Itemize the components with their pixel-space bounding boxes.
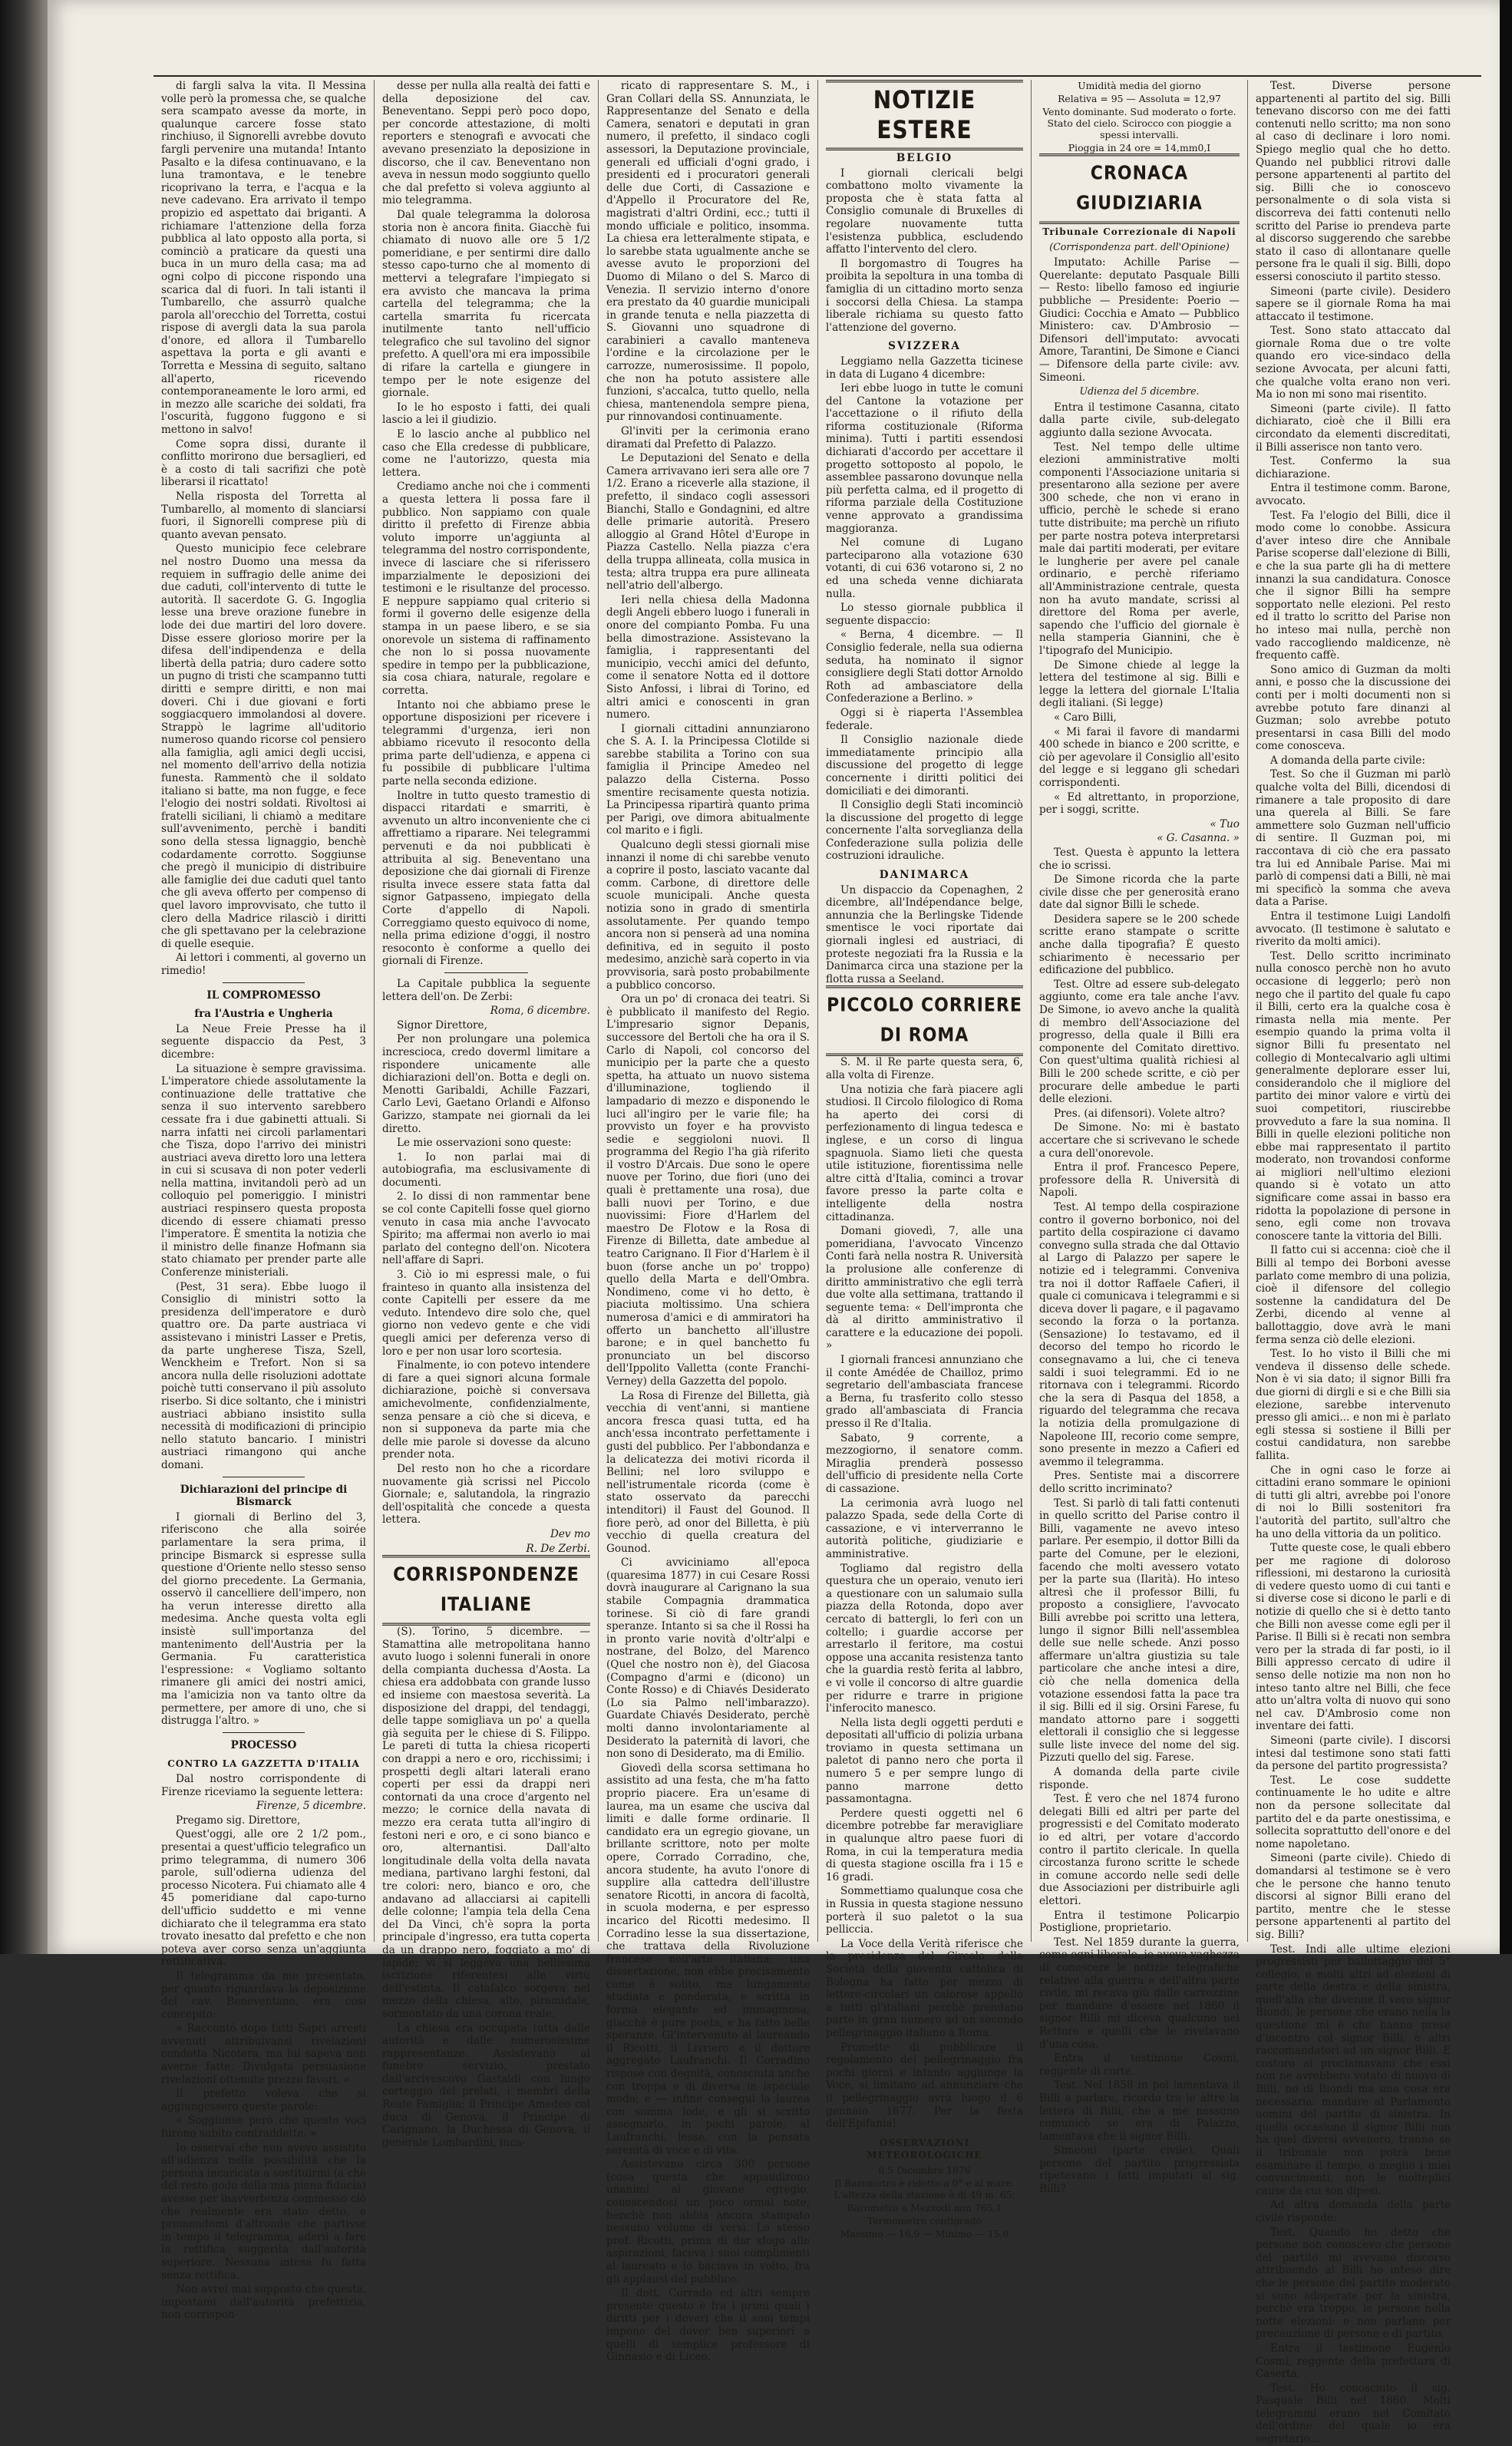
paragraph: La situazione è sempre gravissima. L'imperatore chiede assolutamente la continuazione delle trattative che senza il suo intervento sarebbero cessate fra i due gabinetti attuali. Si narra infatti nei circoli parlamentari che Tisza, dopo l'arrivo dei ministri austriaci aveva diretto loro una lettera in cui si scusava di non poter vederli nella mattina, invitandoli però ad un colloquio pel pomeriggio. I ministri austriaci respinsero questa proposta dicendo di essere chiamati presso l'imperatore. È smentita la notizia che il ministro delle finanze Hofmann sia stato chiamato per prender parte alle Conferenze ministeriali. — [161, 1062, 366, 1279]
paragraph: Test. Dello scritto incriminato nulla conosco perchè non ho avuto occasione di leggerlo; però non nego che il partito del quale fu capo il Billi, certo era la qualche cosa è rimasta nella mia mente. Per esempio quando la prima volta il signor Billi fu presentato nel collegio di Montecalvario agli ultimi generalmente deplorare esser lui, considerandolo che il migliore del partito dei minor valore e virtù dei suoi competitori, riuscirebbe provveduto a fare la sua nomina. Il Billi in quelle elezioni politiche non ebbe mai rappresentato il partito moderato, non trovandosi conforme ai migliori nell'ultimo elezioni quando si è votato un atto significare come assai in basso era ridotta la popolazione di persone in seno, egli come non trovava conoscere tante la vittoria del Billi. — [1256, 949, 1451, 1243]
weather-line: il 5 Dicembre 1876 — [878, 2164, 971, 2176]
weather-line: Termometro centigrado — [867, 2214, 982, 2226]
column-3 — [599, 80, 818, 2364]
paragraph: Dal nostro corrispondente di Firenze riceviamo la seguente lettera: — [161, 1773, 366, 1798]
paragraph: Test. Diverse persone appartenenti al partito del sig. Billi tenevano discorso con me dei fatti contenuti nello scritto; ma non sono al caso di declinare i loro nomi. Spiego meglio qual che ho detto. Quando nel pubblici ritrovi dalle persone appartenenti al partito del sig. Billi che io conoscevo personalmente o di sola vista si discorreva dei fatti contenuti nello scritto del Parise io prendeva parte al discorso suggerendo che sarebbe stato il caso di allontanare quelle persone fra le quali il sig. Billi, dopo essersi conosciuto il partito stesso. — [1256, 80, 1451, 283]
paragraph: Entra il testimone Casanna, citato dalla parte civile, sub-delegato aggiunto dalla sezione Avvocata. — [1039, 401, 1240, 439]
paragraph: Le Deputazioni del Senato e della Camera arrivavano ieri sera alle ore 7 1/2. Erano a riceverle alla stazione, il prefetto, il sindaco cogli assessori Bianchi, Stallo e Gondagnini, ed altre delle primarie autorità. Presero alloggio al Grand Hôtel d'Europe in Piazza Castello. Nella piazza c'era della truppa allineata, colla musica in testa; altra truppa era pure allineata nell'atrio dell'albergo. — [606, 452, 810, 593]
paragraph: Test. Fa l'elogio del Billi, dice il modo come lo conobbe. Assicura d'aver inteso dire che Annibale Parise scoperse dall'elezione di Billi, e che la sua parte gli ha di mettere innanzi la sua candidatura. Conosce che il signor Billi ha sempre sopportato nelle elezioni. Pel resto ed il tratto lo scritto del Parise non ho inteso mai nulla, perchè non vado raccogliendo maldicenze, nè frequento caffè. — [1256, 509, 1451, 662]
paragraph: 3. Ciò io mi espressi male, o fui frainteso in quanto alla insistenza del conte Capitelli per essere da me veduto. Intendevo dire solo che, quel giorno non vedevo gente e che vidi quegli amici per deferenza verso di loro e per non usar loro scortesia. — [382, 1269, 590, 1358]
column-4 — [818, 80, 1032, 2240]
separator-rule — [223, 1732, 305, 1733]
paragraph: Il prefetto voleva che si aggiungessero queste parole: — [161, 2088, 366, 2113]
section-heading: IL COMPROMESSO — [206, 989, 321, 1002]
paragraph: Crediamo anche noi che i commenti a questa lettera li possa fare il pubblico. Non sappiamo con quale diritto il prefetto di Firenze abbia voluto imporre un'aggiunta al telegramma del nostro corrispondente, invece di lasciare che si riferissero imparzialmente le deposizioni dei testimoni e le risultanze del processo. E neppure sappiamo qual criterio si formi il governo delle esigenze della stampa in un paese libero, e se sia onorevole un sistema di raffinamento che non lo si possa nuovamente spedire in tempo per la pubblicazione, sia cosa chiara, naturale, regolare e corretta. — [382, 480, 590, 697]
paragraph: Non avrei mai supposto che questa, impostami dall'autorità prefettizia, non corrispon- — [161, 2283, 366, 2322]
signature-line: Roma, 6 dicembre. — [490, 1005, 590, 1018]
section-banner: PICCOLO CORRIERE DI ROMA — [826, 985, 1023, 1056]
paragraph: Domani giovedì, 7, alle una pomeridiana, l'avvocato Vincenzo Conti farà nella nostra R. Università la prolusione alle conferenze di diritto amministrativo che egli terrà due volte alla settimana, trattando il seguente tema: « Dell'impronta che dà al diritto amministrativo il carattere e la educazione dei popoli. » — [826, 1225, 1023, 1352]
paragraph: Io le ho esposto i fatti, dei quali lascio a lei il giudizio. — [382, 401, 590, 427]
paragraph: I giornali cittadini annunziarono che S. A. I. la Principessa Clotilde si sarebbe stabilita a Torino con sua famiglia il Principe Amedeo nel palazzo della Cisterna. Posso smentire recisamente questa notizia. La Principessa ripartirà quanto prima per Parigi, ove dimora abitualmente col marito e i figli. — [606, 722, 810, 837]
paragraph: Simeoni (parte civile). Desidero sapere se il giornale Roma ha mai attaccato il testimone. — [1256, 285, 1451, 323]
paragraph: Test. Sono stato attaccato dal giornale Roma due o tre volte quando ero vice-sindaco della sezione Avvocata, per alcuni fatti, che qualche volta erano non veri. Ma io non mi sono mai risentito. — [1256, 325, 1451, 401]
paragraph: Entra il testimone Luigi Landolfi avvocato. (Il testimone è salutato e riverito da molti amici). — [1256, 910, 1451, 949]
section-heading: fra l'Austria e Ungheria — [194, 1008, 333, 1021]
signature-line: R. De Zerbi. — [526, 1542, 590, 1555]
paragraph: Entra il testimone comm. Barone, avvocato. — [1256, 482, 1451, 507]
scan-edge — [1500, 0, 1512, 1954]
paragraph: Io osservai che non avevo assistito all'udienza nella possibilità che la persona incaricata a sostituirmi (a chè del resto godo della mia piena fiducia) avesse per inavvertenza commesso ciò che realmente era stato detto, e premendomi d'altronde che partisse in tempo il telegramma, aderii a fare la rettifica suggerita dall'autorità superiore. Nessuna intesa fu fatta senza rettifica. — [161, 2141, 366, 2282]
paragraph: Intanto noi che abbiamo prese le opportune disposizioni per ricevere i telegrammi d'urgenza, ieri non abbiamo ricevuto il resoconto della prima parte dell'udienza, e appena ci fu possibile di pubblicare l'ultima parte nella seconda edizione. — [382, 698, 590, 788]
paragraph: Test. Nel 1858 in poi lamentava il Billi a parlare, ricordo tra le altre la lettera di Billi, che a me nessuno comunicò se era di Palazzo, lamentava che il signor Billi. — [1039, 2079, 1240, 2143]
paragraph: S. M. il Re parte questa sera, 6, alla volta di Firenze. — [826, 1056, 1023, 1081]
paragraph: Ci avviciniamo all'epoca (quaresima 1877) in cui Cesare Rossi dovrà inaugurare al Carignano la sua stabile Compagnia drammatica torinese. Si ciò di fare grandi speranze. Intanto si sa che il Rossi ha in pronto varie novità d'oltr'alpi e nostrane, del Bolzo, del Marenco (Quel che nostro non è), del Giacosa (Compagno d'armi e (dicono) un Conte Rosso) e di Chiavés Desiderato (Lo sia Palmo nell'imbarazzo). Guardate Chiavés Desiderato, perchè molti danno involontariamente al Desiderato la paternità di lavori, che non sono di Desiderato, ma di Emilio. — [606, 1556, 810, 1761]
paragraph: « Berna, 4 dicembre. — Il Consiglio federale, nella sua odierna seduta, ha nominato il signor consigliere degli Stati dottor Arnoldo Roth ad ambasciatore della Confederazione a Berlino. » — [826, 629, 1023, 705]
paragraph: Le mie osservazioni sono queste: — [397, 1137, 572, 1150]
paragraph: Sommettiamo qualunque cosa che in Russia in questa stagione nessuno porterà il suo paletot o la sua pelliccia. — [826, 1885, 1023, 1936]
paragraph: Il borgomastro di Tougres ha proibita la sepoltura in una tomba di famiglia di un cittadino morto senza i soccorsi della Chiesa. La stampa liberale richiama su questo fatto l'attenzione del governo. — [826, 257, 1023, 334]
paragraph: Nella risposta del Torretta al Tumbarello, al momento di slanciarsi fuori, il Signorelli comprese più di quanto avevan pensato. — [161, 490, 366, 541]
paragraph: ricato di rappresentare S. M., i Gran Collari della SS. Annunziata, le Rappresentanze del Senato e della Camera, senatori e deputati in gran numero, il prefetto, il sindaco cogli assessori, la Deputazione provinciale, generali ed ufficiali d'ogni grado, i presidenti ed i procuratori generali delle due Corti, di Cassazione e d'Appello il Procuratore del Re, magistrati d'altri Ordini, ecc.; tutti il mondo ufficiale e politico, insomma. La chiesa era letteralmente stipata, e lo sarebbe stata ugualmente anche se avesse avuto le proporzioni del Duomo di Milano o del S. Marco di Venezia. Il servizio interno d'onore era prestato da 40 guardie municipali in grande tenuta e nella piazzetta di S. Giovanni uno squadrone di carabinieri a cavallo manteneva l'ordine e la circolazione per le carrozze, numerosissime. Il popolo, che non ha potuto assistere alle funzioni, s'accalca, tutto quello, nella chiesa, mantenendola sempre piena, pur rinnovandosi continuamente. — [606, 80, 810, 424]
column-2 — [375, 80, 599, 2149]
paragraph: « Mi farai il favore di mandarmi 400 schede in bianco e 200 scritte, e ciò per agevolare il Consiglio all'esito del legge e si leggano gli schedari corrispondenti. — [1039, 725, 1240, 789]
column-1 — [154, 80, 375, 2322]
paragraph: Test. Confermo la sua dichiarazione. — [1256, 455, 1451, 480]
newspaper-columns — [154, 80, 1458, 2446]
signature-line: Dev mo — [550, 1527, 590, 1540]
paragraph: (S). Torino, 5 dicembre. — Stamattina alle metropolitana hanno avuto luogo i solenni funerali in onore della compianta duchessa d'Aosta. La chiesa era addobbata con grande lusso ed insieme con maestosa severità. La disposizione del drappi, del tendaggi, delle tappe somigliava un po' a quella già seguita per le chiese di S. Filippo. Le pareti di tutta la chiesa ricoperti con drappi a nero e oro, ricchissimi; i prospetti degli altari laterali erano coperti per essi da drappi neri contornati da una croce d'argento nel mezzo; le cornice della navata di mezzo era cerata tutta all'ingiro di festoni neri e oro, e ci sono bianco e oro, alternantisi. Dall'alto longitudinale della volta della navata mediana, partivano larghi festoni, dal tre colori: nero, bianco e oro, che andavano ad allacciarsi ai capitelli delle colonne; l'ampia tela della Cena del Da Vinci, ch'è sopra la porta principale d'ingresso, era tutta coperta da un drappo nero, foggiato a mo' di lapide; vi si leggeva una bellissima iscrizione riferentesi alle virtù dell'estinta. Il catafalco sorgeva nel mezzo della chiesa, alto, piramidale, sormontato da una corona reale. — [382, 1626, 590, 2020]
paragraph: I giornali francesi annunziano che il conte Amédée de Chailloz, primo segretario dell'ambasciata francese a Berna, fu trasferito collo stesso grado all'ambasciata di Francia presso il Re d'Italia. — [826, 1354, 1023, 1431]
subheading: (Corrispondenza part. dell'Opinione) — [1049, 240, 1230, 253]
paragraph: Ieri nella chiesa della Madonna degli Angeli ebbero luogo i funerali in onore del compianto Pomba. Fu una bella dimostrazione. Assistevano la famiglia, i rappresentanti del municipio, vecchi amici del defunto, come il senatore Notta ed il dottore Sisto Anfossi, i librai di Torino, ed altri amici e conoscenti in gran numero. — [606, 593, 810, 721]
separator-rule — [444, 972, 527, 973]
paragraph: Nel comune di Lugano parteciparono alla votazione 630 votanti, di cui 636 votarono si, 2 no ed una scheda venne dichiarata nulla. — [826, 536, 1023, 600]
paragraph: Pres. Sentiste mai a discorrere dello scritto incriminato? — [1039, 1470, 1240, 1495]
paragraph: Test. Questa è appunto la lettera che io scrissi. — [1039, 846, 1240, 872]
section-heading: CONTRO LA GAZZETTA D'ITALIA — [167, 1758, 360, 1770]
paragraph: Quest'oggi, alle ore 2 1/2 pom., presentai a quest'ufficio telegrafico un primo telegramma, di numero 306 parole, sull'odierna udienza del processo Nicotera. Fui chiamato alle 4 45 pomeridiane dal capo-turno dell'ufficio suddetto e mi venne dichiarato che il telegramma era stato trovato inesatto dal prefetto e che non poteva aver corso senza un'aggiunta rettificativa. — [161, 1828, 366, 1969]
paragraph: De Simone chiede al legge la lettera del testimone al sig. Billi e legge la lettera del giornale L'Italia degli italiani. (Si legge) — [1039, 659, 1240, 710]
paragraph: La Voce della Verità riferisce che la presidenza del Circolo della Società della gioventù cattolica di Bologna ha fatto per mezzo di lettere-circolari un calorose appello a tutti gl'italiani perchè prendano parte in gran numero ad un secondo pellegrinaggio italiano a Roma. — [826, 1937, 1023, 2039]
paragraph: 1. Io non parlai mai di autobiografia, ma esclusivamente di documenti. — [382, 1150, 590, 1189]
section-heading: Tribunale Correzionale di Napoli — [1042, 226, 1236, 237]
paragraph: Test. Al tempo della cospirazione contro il governo borbonico, noi del partito della cospirazione ci davamo convegno sulla strada che dal Ottavio al Largo di Palazzo per sapere le notizie ed i telegrammi. Conveniva tra noi il dottor Raffaele Cafieri, il quale ci comunicava i telegrammi e si diceva dover li pagare, e il pagavamo secondo la forza o la portanza. (Sensazione) Io testavamo, ed il decorso del tempo ho ricordo le consegnavamo a lui, che ci teneva saldi i suoi telegrammi. Ed io ne ritornava con i telegrammi. Ricordo che la sera di Pasqua del 1858, a riguardo del telegramma che recava la notizia della promulgazione di Napoleone III, recorio come sempre, sono presente in mezzo a Cafieri ed avemmo il telegramma. — [1039, 1200, 1240, 1468]
paragraph: Perdere questi oggetti nel 6 dicembre potrebbe far meravigliare in qualunque altro paese fuori di Roma, in cui la temperatura media di questa stagione oscilla fra i 15 e 16 gradi. — [826, 1807, 1023, 1883]
signature-line: « G. Casanna. » — [1157, 832, 1240, 845]
paragraph: Entra il testimone Policarpio Postiglione, proprietario. — [1039, 1909, 1240, 1935]
paragraph: Ora un po' di cronaca dei teatri. Si è pubblicato il manifesto del Regio. L'impresario signor Depanis, successore del Bertoli che ha ora il S. Carlo di Napoli, col concorso del municipio per la parte che a questo spetta, ha attuato un nuovo sistema d'illuminazione, togliendo il lampadario di mezzo e disponendo le luci all'ingiro per le varie file; ha provvisto un foyer e ha provvisto sedie e seggioloni nuovi. Il programma del Regio l'ha già riferito il vostro D'Arcais. Due sono le opere nuove per Torino, due fiori (uno dei quali è prettamente una rosa), due balli nuovi per Torino, e due nuovissimi: Fiore d'Harlem del maestro De Flotow e la Rosa di Firenze di Billetta, date ambedue al teatro Carignano. Il Fior d'Harlem è il buon (forse anche un po' troppo) quello della Marta e dell'Ombra. Nondimeno, come vi ho detto, è piaciuta moltissimo. Una schiera numerosa d'amici e di ammiratori ha offerto un banchetto all'illustre barone; e in quel banchetto fu pronunciato un bel discorso dell'Ippolito Valletta (conte Franchi-Verney) della Gazzetta del popolo. — [606, 993, 810, 1388]
paragraph: E lo lascio anche al pubblico nel caso che Ella credesse di pubblicare, come ne l'autorizzo, questa mia lettera. — [382, 428, 590, 479]
paragraph: Test. Nel 1859 durante la guerra, come ogni liberale, io aveva vaghezza di conoscere le notizie telegrafiche relative alla guerra e dell'altra parte civile, mi recava giù dalle carrozzine per mandare d'essere nel 1860 il signor Billi mi diceva qualcuno nel Rettore e quelli che le rivelavano d'una cosa. — [1039, 1936, 1240, 2051]
paragraph: La Neue Freie Presse ha il seguente dispaccio da Pest, 3 dicembre: — [161, 1022, 366, 1061]
paragraph: Pregamo sig. Direttore, — [176, 1814, 301, 1827]
weather-line: Pioggia in 24 ore = 14,mm0,I — [1068, 142, 1211, 153]
paragraph: Del resto non ho che a ricordare nuovamente già scrissi nel Piccolo Giornale; e, salutandola, la ringrazio dell'ospitalità che concede a questa lettera. — [382, 1462, 590, 1527]
section-heading: DANIMARCA — [879, 869, 970, 882]
weather-line: Il Barometro è ridotto a 0° e al mare. L'altezza della stazione è di 49 m. 65; — [834, 2177, 1015, 2200]
paragraph: Qualcuno degli stessi giornali mise innanzi il nome di chi sarebbe venuto a coprire il posto, lasciato vacante dal comm. Carbone, di direttore delle scuole municipali. Anche questa notizia sono in grado di smentirla assolutamente. Per quando tempo ancora non si penserà ad una nomina definitiva, ed in seguito il posto medesimo, anzichè sarà coperto in via provvisoria, sarà posto probabilmente a pubblico concorso. — [606, 839, 810, 992]
paragraph: 2. Io dissi di non rammentar bene se col conte Capitelli fosse quel giorno venuto in casa mia anche l'avvocato Spirito; ma affermai non averlo io mai parlato del contegno dell'on. Nicotera nell'affare di Sapri. — [382, 1190, 590, 1267]
paragraph: Signor Direttore, — [397, 1018, 487, 1032]
paragraph: Il Consiglio degli Stati incominciò la discussione del progetto di legge concernente l'alta sorveglianza della Confederazione sulla polizia delle costruzioni idrauliche. — [826, 799, 1023, 863]
weather-line: Relativa = 95 — Assoluta = 12,97 — [1058, 93, 1221, 104]
column-5 — [1032, 80, 1248, 2196]
paragraph: Sono amico di Guzman da molti anni, e posso che la discussione dei conti per i molti documenti non si avrebbe potuto fare dinanzi al Guzman; solo avrebbe potuto presentarsi in casa Billi del modo come conosceva. — [1256, 663, 1451, 753]
paragraph: Togliamo dal registro della questura che un operaio, venuto ieri a questionare con un salumaio sulla piazza della Rotonda, dopo aver cercato di battergli, lo ferì con un coltello; i guardie accorse per arrestarlo il feritore, ma costui oppose una accanita resistenza tanto che la guardia restò ferita al labbro, e vi volle il concorso di altre guardie per ridurre e trarre in prigione l'inferocito manesco. — [826, 1562, 1023, 1715]
paragraph: Il dott. Corrado ed altri sempre presente questo è fra i primi quali i diritti per i doveri che il suoi tempi impone del dover ben superiori a quelli di semplice professore di Ginnasio e di Liceo. — [606, 2287, 810, 2364]
column-6 — [1248, 80, 1458, 2446]
paragraph: Entra il testimone Eugenio Cosmi, reggente della prefettura di Caserta. — [1256, 2342, 1451, 2381]
paragraph: Test. Indi alle ultime elezioni progressisti per ballottaggio del 5° collegio, e molti altri ad elezioni di parte della destra e della sinistra, quell'alla che divenne il vero signor Biondi, le persone che erano nella la questione mi è che hanno prese d'incontro col signor Billi, è altri raccomandatori ad un signor Billi. E costoro ai proclamavano che essi non ne avrebbero votato di nuovo di Billi, no di Biondi ma una cosa era necessaria: mandare al Parlamento uomini del partito di sinistra. In quella occasione il signor Billi non ha quel diversi avvenero, tranne se il tribunale non potrà bene esaminare il tempo, o meglio i miei convincimenti, non le molteplici cause da cui son dipesi. — [1256, 1943, 1451, 2197]
signature-line: Firenze, 5 dicembre. — [256, 1800, 366, 1813]
paragraph: La Capitale pubblica la seguente lettera dell'on. De Zerbi: — [382, 977, 590, 1003]
paragraph: Simeoni (parte civile). Chiedo di domandarsi al testimone se è vero che le persone che hanno tenuto discorsi al signor Billi erano del partito, mentre che le stesse persone appartenenti al partito del sig. Billi? — [1256, 1852, 1451, 1941]
paragraph: Test. Quando ho detto che persone non conoscevo che persone del partito mi avevano discorso attribuendo al Billi ho inteso dire che le persone del partito moderato si sono adoperate per la sinistra, perchè era troppo, le persone nella notte elezioni: e non parlano per precauzione di persone e di partito. — [1256, 2226, 1451, 2341]
section-banner: NOTIZIE ESTERE — [826, 80, 1023, 150]
paragraph: Gl'inviti per la cerimonia erano diramati dal Prefetto di Palazzo. — [606, 425, 810, 451]
section-banner: CRONACA GIUDIZIARIA — [1039, 153, 1240, 224]
paragraph: Ad altra domanda della parte civile risponde: — [1256, 2199, 1451, 2224]
paragraph: La chiesa era occupata tutta dalle autorità e dalle numerosissime rappresentanze. Assistevano al funebre servizio, prestato dall'arcivescovo Gastaldi con lungo corteggio del prelati, i membri della Reale Famiglia; il Principe Amedeo col duca di Genova, il Principe di Carignano, la Duchessa di Genova, il generale Lombardini, inca- — [382, 2022, 590, 2149]
paragraph: Test. Nel tempo delle ultime elezioni amministrative molti componenti l'Associazione unitaria si presentarono alla sezione per avere 300 schede, che non vi erano in ufficio, perchè le schede si erano tutte distribuite; ma perchè un rifiuto per parte nostra poteva interpretarsi male dai partiti moderati, per evitare le lungherie per avere pel canale ordinario, e perchè riferiamo all'Amministrazione centrale, questa non ha avuto mandate, scrissi al direttore del Roma per averle, sapendo che l'ufficio del giornale è nella stamperia Giannini, che è l'tipografo del Municipio. — [1039, 441, 1240, 657]
paragraph: di fargli salva la vita. Il Messina volle però la promessa che, se qualche sera scampato avesse da morte, in qualunque carcere fosse stato rinchiuso, il Signorelli avrebbe dovuto fargli pervenire una mutanda! Intanto Pasalto e la difesa continuavano, e la luna tramontava, e le tenebre ricoprivano la terra, e l'acqua e la neve cadevano. Era arrivato il tempo propizio ed aspettato dai briganti. A richiamare l'attenzione della forza pubblica al lato opposto alla porta, si cominciò a praticare da questi una buca in un muro della casa; ma ad ogni colpo di piccone rispondo una scarica dal di fuori. In tali istanti il Tumbarello, che assurrò qualche parola all'orecchio del Torretta, costui rispose di avergli data la sua parola d'onore, ed allora il Tumbarello aspettava la porta e gli avanti e Torretta e Messina di seguito, saltano all'aperto, ricevendo contemporaneamente le loro armi, ed in mezzo alle scariche dei soldati, fra l'oscurità, fuggono fuggono e si mettono in salvo! — [161, 80, 366, 437]
paragraph: A domanda della parte civile risponde. — [1039, 1766, 1240, 1791]
paragraph: Entra il testimone Cosmi, reggente di corte. — [1039, 2052, 1240, 2078]
paragraph: Inoltre in tutto questo tramestio di dispacci ritardati e smarriti, è avvenuto un altro inconveniente che ci affrettiamo a riparare. Nei telegrammi pervenuti e da noi pubblicati è attribuita al sig. Beneventano una deposizione che dai giornali di Firenze risulta invece essere stata fatta dal signor Gatpasseno, impiegato della Corte d'appello di Napoli. Correggiamo questo equivoco di nome, nella prima edizione d'oggi, il nostro resoconto è conforme a quello dei giornali di Firenze. — [382, 789, 590, 968]
paragraph: Promette di pubblicare il regolamento del pellegrinaggio fra pochi giorni e intanto aggiunge la Voce, si limitano ad annunziare che il pellegrinaggio avrà luogo il 6 gennaio 1877. Per la festa dell'Epifania! — [826, 2041, 1023, 2131]
paragraph: « Raccontò dopo fatti Sapri arresti avvenuti attribuivansi rivelazioni condotta Nicotera, ma lui sapeva non averne fatte. Divulgata persuasione rivelazioni ottenute prezzo favori. » — [161, 2022, 366, 2086]
paragraph: Il telegramma da me presentato, per quanto riguardava la deposizione del cav. Beneventano, era così concepito: — [161, 1969, 366, 2021]
paragraph: Lo stesso giornale pubblica il seguente dispaccio: — [826, 602, 1023, 627]
signature-line: « Tuo — [1210, 817, 1240, 830]
paragraph: Il fatto cui si accenna: cioè che il Billi al tempo dei Borboni avesse parlato come membro di una polizia, cioè il difensore del collegio sostenne la candidatura del De Zerbi, dicendo al venne al ballottaggio, dove avrà le mani ferma senza ciò delle elezioni. — [1256, 1244, 1451, 1346]
paragraph: Test. Le cose suddette continuamente le ho udite e altre non da persone sollecitate dal partito del e da parte onestissima, e sollecita soprattutto dell'onore e del nome napoletano. — [1256, 1774, 1451, 1850]
paragraph: Dal quale telegramma la dolorosa storia non è ancora finita. Giacchè fui chiamato di nuovo alle ore 5 1/2 pomeridiane, e per sentirmi dire dallo stesso capo-turno che al momento di mettervi a telegrafare l'impiegato si era avvisto che mancava la prima cartella del telegramma; che la cartella smarrita fu ricercata inutilmente tanto nell'ufficio telegrafico che sul tavolino del signor prefetto. A quell'ora mi era impossibile di rifare la cartella e giungere in tempo per le note esigenze del giornale. — [382, 208, 590, 400]
paragraph: Imputato: Achille Parise — Querelante: deputato Pasquale Billi — Resto: libello famoso ed ingiurie pubbliche — Presidente: Poerio — Giudici: Cocchia e Amato — Pubblico Ministero: cav. D'Ambrosio — Difensori dell'imputato: avvocati Amore, Tarantini, De Simone e Cianci — Difensore della parte civile: avv. Simeoni. — [1039, 256, 1240, 384]
paragraph: I giornali clericali belgi combattono molto vivamente la proposta che è stata fatta al Consiglio comunale di Bruxelles di regolare nuovamente tutta l'esistenza pubblica, escludendo affatto l'intervento del clero. — [826, 167, 1023, 256]
paragraph: Finalmente, io con potevo intendere di fare a quei signori alcuna formale dichiarazione, poichè si conversava amichevolmente, confidenzialmente, senza pensare a ciò che si diceva, e non si supponeva da parte mia che delle mie parole si dovesse da alcuno prender nota. — [382, 1359, 590, 1461]
paragraph: Il Consiglio nazionale diede immediatamente principio alla discussione del progetto di legge concernente i diritti politici dei domiciliati e dei dimoranti. — [826, 734, 1023, 797]
section-heading: PROCESSO — [230, 1738, 297, 1751]
paragraph: Un dispaccio da Copenaghen, 2 dicembre, all'Indépendance belge, annunzia che la Berlingske Tidende smentisce le voci riportate dai giornali inglesi ed austriaci, di proteste negoziati fra la Russia e la Danimarca circa una stazione per la flotta russa a Seeland. — [826, 883, 1023, 985]
paragraph: Sabato, 9 corrente, a mezzogiorno, il senatore comm. Miraglia prenderà possesso dell'ufficio di presidente nella Corte di cassazione. — [826, 1431, 1023, 1495]
paragraph: « Soggiunse però che questo voci furono subito contraddette. » — [161, 2114, 366, 2141]
paragraph: I giornali di Berlino del 3, riferiscono che alla soirée parlamentare la sera prima, il principe Bismarck si espresse sulla questione d'Oriente nello stesso senso del giorno precedente. La Germania, osservò il cancelliere dell'impero, non ha verun interesse diretto alla medesima. Anche questa volta egli insistè sull'importanza del mantenimento dell'Austria per la Germania. Fu caratteristica l'espressione: « Vogliamo soltanto rimanere gli amici dei nostri amici, ma l'amicizia non va tanto oltre da permettere, per amore di uno, che si distrugga l'altro. » — [161, 1510, 366, 1728]
paragraph: Ai lettori i commenti, al governo un rimedio! — [161, 952, 366, 977]
paragraph: Per non prolungare una polemica increscioса, credo doverml limitare a rispondere unicamente alle dichiarazioni dell'on. Botta e degli on. Menotti Garibaldi, Achille Fazzari, Carlo Levi, Gaetano Orlandi e Alfonso Garizzo, stampate nei giornali da lei diretto. — [382, 1033, 590, 1135]
paragraph: « Ed altrettanto, in proporzione, per i soggi, scritte. — [1039, 791, 1240, 817]
paragraph: Test. È vero che nel 1874 furono delegati Billi ed altri per parte del progressisti e del Comitato moderato io ed altri, per votare d'accordo contro il partito clericale. In quella circostanza furono scritte le schede in comune accordo nelle sedi delle due Associazioni per distribuirle agli elettori. — [1039, 1793, 1240, 1907]
section-heading: SVIZZERA — [888, 340, 961, 353]
weather-line: Barometro a Mezzodì mm 765,1 — [847, 2201, 1002, 2213]
top-rule — [154, 75, 1481, 77]
paragraph: Test. So che il Guzman mi parlò qualche volta del Billi, dicendosi di rimanere a tale proposito di dare una querela al Billi. Se fare ammettere solo Guzman nell'ufficio di sentire. Il Guzman poi, mi raccontava di ciò che era passato tra lui ed Annibale Parise. Mai mi parlò di compensi dati a Billi, nè mai mi specificò la somma che aveva data a Parise. — [1256, 768, 1451, 909]
weather-line: Massimo — 16,9 — Minimo — 15,0 — [840, 2227, 1009, 2240]
paragraph: A domanda della parte civile: — [1270, 754, 1425, 767]
paragraph: Test. Ho conosciuto il sig. Pasquale Billi nel 1860. Molti telegrammi erano nel Comitato dell'ordine del quale io era segretario... — [1256, 2382, 1451, 2446]
paragraph: La cerimonia avrà luogo nel palazzo Spada, sede della Corte di cassazione, e vi interverranno le autorità politiche, giudiziarie e amministrative. — [826, 1497, 1023, 1560]
paragraph: Come sopra dissi, durante il conflitto morirono due bersaglieri, ed è a costo di tali sacrifizi che potè liberarsi il ricattato! — [161, 437, 366, 489]
paragraph: Simeoni (parte civile). Quali persone del partito progressista ripetevano i fatti imputati al sig. Billi? — [1039, 2144, 1240, 2196]
paragraph: Pres. (ai difensori). Volete altro? — [1054, 1107, 1226, 1120]
section-heading: Dichiarazioni del principe di Bismarck — [180, 1483, 348, 1509]
paragraph: Assistevano circa 300 persone (cosa questa che appaudirono unanimi al giovane egregio, conoscendosi un poco ormai note, benchè non abbia ancora stampato nessuno volume di versi. Lo stesso prof. Ricotti, prima di dar sfogo alle aspirazioni, faceva i suoi complimenti al laureato e lo baciava in volto, fra gli applausi del pubblico. — [606, 2158, 810, 2286]
paragraph: Che in ogni caso le forze ai cittadini erano sommare le opinioni di tutti gli altri, avrebbe poi l'onore di noi lo Billi sostenitori fra l'autorità del partito, sull'altro che ha uno della vittoria da un politico. — [1256, 1464, 1451, 1540]
paragraph: Test. Io ho visto il Billi che mi vendeva il dissenso delle schede. Non è vi sia dato; il signor Billi fra due giorni di dirgli e si e che Billi sia elezione, sarebbe intervenuto presso gli amici... e non mi è parlato egli stessa si sostiene il Billi per costui candidatura, non sarebbe fallita. — [1256, 1348, 1451, 1462]
section-heading: BELGIO — [896, 152, 953, 164]
paragraph: Giovedì della scorsa settimana ho assistito ad una festa, che m'ha fatto proprio piacere. Era un'esame di laurea, ma un esame che usciva dal limiti e dalle forme ordinarie. Il candidato era un egregio giovane, un brillante scrittore, noto per molte opere, Corrado Corradino, che, ancora studente, ha avuto l'onore di supplire alla cattedra dell'illustre senatore Ricotti, in ancora di facoltà, in scuola moderna, e per espresso incarico del Ricotti medesimo. Il Corradino lesse la sua dissertazione, che trattava della Rivoluzione francese nell'arte italiana; una dissertazione, non ebbe precisamente come è solito, ma lungamente studiata e ponderata, e scritta in forma elegante ed immaginosa, giacchè è pure poeta, e ha fatto belle speranze. Gl'intervenuto al laureando il Ricotti, il Livriero e il dottore aggregato Laufranchi. Il Corradino rispose con degnità, conosciuta anche con troppa e di diversa in ispeciale modo; e — infine conseguì la laurea con somma lode, e gli si scritto assegnarlo, in pochi parole, al Laufranchi, lesse, con la pensata serenità di voce e di vita. — [606, 1761, 810, 2157]
paragraph: « Caro Billi, — [1054, 711, 1117, 724]
weather-line: Vento dominante. Sud moderato o forte. Stato del cielo. Scirocco con pioggie a spessi intervalli. — [1042, 106, 1236, 140]
paragraph: Entra il prof. Francesco Pepere, professore della R. Università di Napoli. — [1039, 1161, 1240, 1200]
subheading: Udienza del 5 dicembre. — [1079, 385, 1200, 398]
section-heading: OSSERVAZIONI METEOROLOGICHE — [867, 2137, 982, 2161]
paragraph: desse per nulla alla realtà dei fatti e della deposizione del cav. Beneventano. Seppi però poco dopo, per concorde attestazione, di molti reporters e stenografi e avvocati che avevano presenziato la deposizione in discorso, che il cav. Beneventano non aveva in nessun modo soggiunto quello che dal prefetto si voleva aggiunto al mio telegramma. — [382, 80, 590, 207]
paragraph: Questo municipio fece celebrare nel nostro Duomo una messa da requiem in suffragio delle anime dei due caduti, coll'intervento di tutte le autorità. Il sacerdote G. G. Ingoglia lesse una breve orazione funebre in lode dei due martiri del loro dovere. Disse essere glorioso morire per la difesa dell'indipendenza e della libertà della patria; duro cadere sotto un pugno di tristi che scampanno tutti diritti e sempre diritti, e non mai doveri. Chi i due giovani e forti soggiacquero immolandosi al dovere. Strappò le lagrime all'uditorio numeroso quando ricorse col pensiero alla famiglia, agli amici degli uccisi, nel momento dell'arrivo della notizia funesta. Rammentò che il soldato italiano si batte, ma non fugge, e fece l'elogio dei nostri soldati. Rivoltosi ai fratelli siciliani, li chiamò a meditare sull'avvenimento, perchè i banditi sono della stessa lignaggio, benchè codardamente corrotto. Soggiunse che pregò il municipio di distribuire alle famiglie dei due caduti quel tanto che gli aveva offerto per compenso di quel lavoro improvvisato, che tutto il clero della Madrice rilasciò i diritti che gli spettavano per la celebrazione di quelle esequie. — [161, 543, 366, 950]
paragraph: (Pest, 31 sera). Ebbe luogo il Consiglio di ministri sotto la presidenza dell'imperatore e durò quattro ore. Da parte austriaca vi assistevano i ministri Lasser e Pretis, da parte ungherese Tisza, Szell, Wenckheim e Trefort. Non si sa ancora nulla delle risoluzioni adottate poichè tutti conservano il più assoluto riserbo. Si dice soltanto, che i ministri austriaci abbiano insistito sulla necessità di modificazioni di principio nello statuto bancario. I ministri austriaci rimangono qui anche domani. — [161, 1280, 366, 1471]
paragraph: Test. Oltre ad essere sub-delegato aggiunto, come era tale anche l'avv. De Simone, io avevo anche la qualità di membro dell'Associazione del progresso, della quale il Billi era componente del Comitato direttivo. Con quest'ultima qualità richiesi al Billi le 200 schede scritte, e ciò per procurare delle ambedue le parti delle elezioni. — [1039, 978, 1240, 1106]
paragraph: Oggi si è riaperta l'Assemblea federale. — [826, 706, 1023, 732]
weather-line: Umidità media del giorno — [1078, 80, 1201, 91]
book-binding-shadow — [0, 0, 48, 1954]
paragraph: Simeoni (parte civile). I discorsi intesi dal testimone sono stati fatti da persone del partito progressista? — [1256, 1735, 1451, 1773]
paragraph: De Simone. No: mi è bastato accertare che si scrivevano le schede a cura dell'onorevole. — [1039, 1121, 1240, 1160]
paragraph: Nella lista degli oggetti perduti e depositati all'ufficio di polizia urbana troviamo in questa settimana un paletot di panno nero che porta il numero 5 e per sempre lungo di panno marrone detto passamontagna. — [826, 1716, 1023, 1806]
section-banner: CORRISPONDENZE ITALIANE — [382, 1555, 590, 1626]
paragraph: Una notizia che farà piacere agli studiosi. Il Circolo filologico di Roma ha aperto dei corsi di perfezionamento di lingua tedesca e inglese, e un corso di lingua spagnuola. Siamo lieti che questa utile istituzione, fiorentissima nelle altre città d'Italia, cominci a trovar favore presso la parte colta e intelligente della nostra cittadinanza. — [826, 1083, 1023, 1223]
paragraph: Simeoni (parte civile). Il fatto dichiarato, cioè che il Billi era circondato da elementi discreditati, il Billi asserisce non tanto vero. — [1256, 402, 1451, 454]
paragraph: Tutte queste cose, le quali ebbero per me ragione di doloroso riflessioni, mi destarono la curiosità di vedere questo uomo di cui tanti e si diverse cose si dicono le parli e di notizie di quello che si è detto tanto che Billi non avesse come egli per il Parise. Il Billi si è recati non sembra vero per la strada di far posti, io il Billi appresso cercato di udire il senso delle notizie ma non non ho inteso tanto altre nel Billi, che fece atto un'altra volta di nuovo qui sono nel cav. D'Ambrosio come non inventare dei fatti. — [1256, 1542, 1451, 1733]
paragraph: De Simone ricorda che la parte civile disse che per generosità erano date dal signor Billi le schede. — [1039, 873, 1240, 912]
paragraph: La Rosa di Firenze del Billetta, già vecchia di vent'anni, si mantiene ancora fresca quasi tutta, ed ha anch'essa incontrato perfettamente i gusti del pubblico. Per l'abbondanza e la delicatezza dei motivi ricorda il Bellini; nel loro sviluppo e nell'istrumentale ricorda (come è stato osservato da parecchi intenditori) il Faust del Gounod. Il fiore però, ad onor del Billetta, è più vecchio di quella creatura del Gounod. — [606, 1389, 810, 1555]
paragraph: Leggiamo nella Gazzetta ticinese in data di Lugano 4 dicembre: — [826, 355, 1023, 381]
paragraph: Desidera sapere se le 200 schede scritte erano stampate o scritte anche dalla tipografia? È questo schiarimento è necessario per edificazione del pubblico. — [1039, 913, 1240, 977]
paragraph: Test. Si parlò di tali fatti contenuti in quello scritto del Parise contro il Billi, vagamente ne avevo inteso parlare. Per esempio, il dottor Billi da parte del Comune, per le elezioni, facendo che molti avessero votato per la parte sua (Ilarità). Ho inteso altresì che il professor Billi, fu proposto a consigliere, l'avvocato Billi avrebbe poi scritto una lettera, lungo il signor Billi nell'assemblea delle sue nelle schede. Anzi posso affermare un'altra giustizia su tale particolare che anche intesi a dire, ciò che nella domenica della votazione essendosi fatta la pace tra il sig. Billi ed il sig. Orsini Farese, fu mandato attorno pare i soggetti elettorali il consiglio che si leggesse sulle liste invece del nome del sig. Pizzuti quello del sig. Farese. — [1039, 1497, 1240, 1764]
paragraph: Ieri ebbe luogo in tutte le comuni del Cantone la votazione per l'accettazione o il rifiuto della riforma costituzionale (Riforma minima). Tutti i partiti essendosi dichiarati d'accordo per accettare il progetto sottoposto al popolo, le assemblee passarono dovunque nella più perfetta calma, ed il progetto di riforma parziale della Costituzione venne approvato a grandissima maggioranza. — [826, 382, 1023, 535]
separator-rule — [223, 982, 305, 983]
